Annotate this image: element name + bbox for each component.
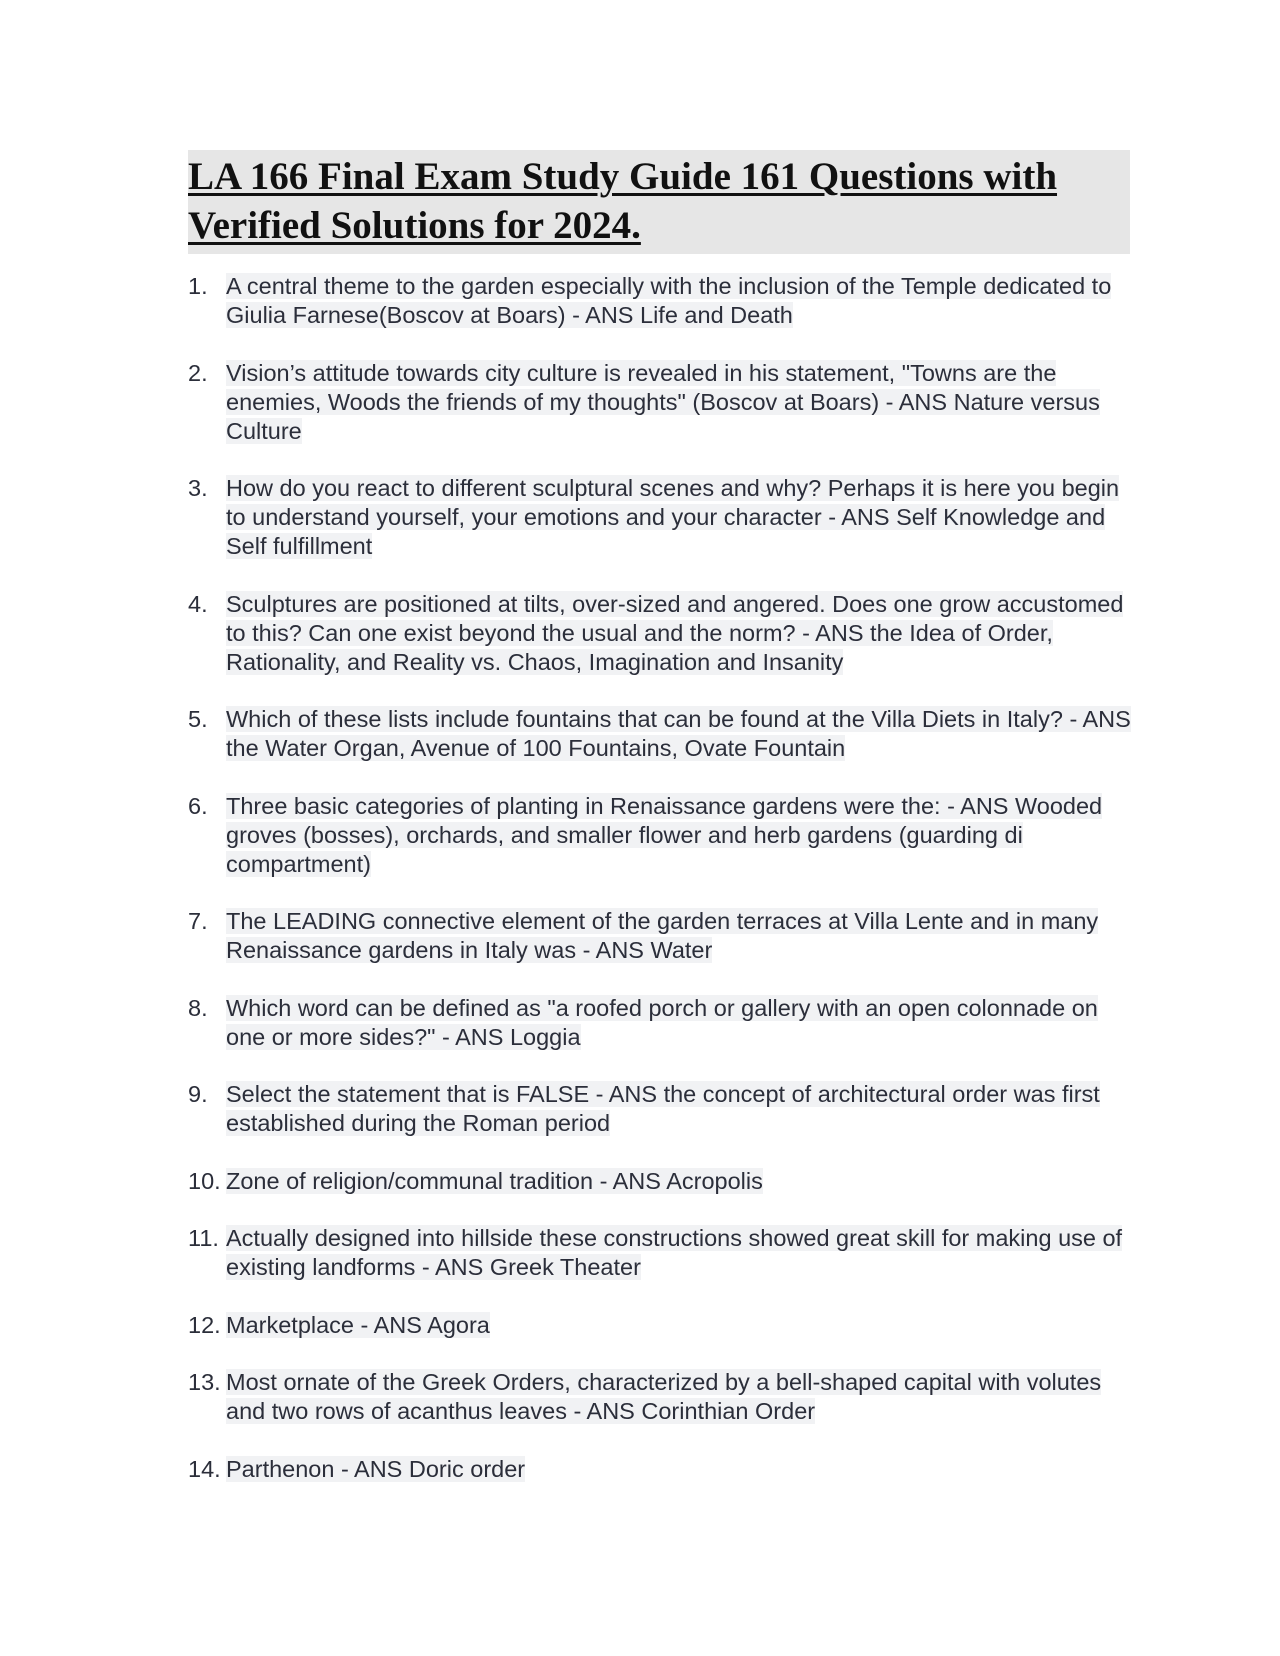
item-number: 9. (188, 1081, 208, 1107)
item-text: A central theme to the garden especially with the inclusion of the Temple dedicated to Giulia Farnese(Boscov at Boars) - ANS Life and Death (226, 273, 1112, 328)
item-text: How do you react to different sculptural scenes and why? Perhaps it is here you begin to understand yourself, your emotions and your character - ANS Self Knowledge and Self fulfillment (226, 475, 1120, 559)
item-number: 3. (188, 475, 208, 501)
item-number: 10. (188, 1167, 221, 1194)
item-text: Most ornate of the Greek Orders, characterized by a bell-shaped capital with volutes and two rows of acanthus leaves - ANS Corinthian Order (226, 1369, 1102, 1424)
list-item (188, 907, 1134, 965)
item-number: 2. (188, 359, 208, 386)
list-item (188, 1167, 1134, 1196)
item-text: Marketplace - ANS Agora (226, 1311, 490, 1338)
list-item (188, 1080, 1134, 1138)
item-number: 8. (188, 994, 208, 1021)
item-number: 13. (188, 1369, 221, 1395)
item-number: 7. (188, 908, 208, 934)
item-text: Parthenon - ANS Doric order (226, 1455, 526, 1482)
item-number: 4. (188, 590, 208, 617)
list-item (188, 1224, 1134, 1282)
item-text: The LEADING connective element of the garden terraces at Villa Lente and in many Renaissance gardens in Italy was - ANS Water (226, 908, 1099, 963)
list-item (188, 705, 1134, 763)
item-text: Sculptures are positioned at tilts, over-sized and angered. Does one grow accustomed to this? Can one exist beyond the usual and the norm? - ANS the Idea of Order, Rationality, and Reality vs. Chaos, Imagination and Insanity (226, 590, 1124, 675)
item-text: Vision’s attitude towards city culture is revealed in his statement, "Towns are the enemies, Woods the friends of my thoughts" (Boscov at Boars) - ANS Nature versus Culture (226, 359, 1100, 444)
item-text: Which word can be defined as "a roofed porch or gallery with an open colonnade on one or more sides?" - ANS Loggia (226, 994, 1098, 1050)
list-item (188, 590, 1134, 677)
item-text: Three basic categories of planting in Renaissance gardens were the: - ANS Wooded groves (bosses), orchards, and smaller flower and herb gardens (guarding di compartment) (226, 792, 1103, 877)
list-item (188, 474, 1134, 561)
list-item (188, 1311, 1134, 1340)
item-number: 14. (188, 1455, 221, 1482)
list-item (188, 1368, 1134, 1426)
item-number: 6. (188, 792, 208, 819)
question-list (188, 272, 1134, 1512)
list-item (188, 994, 1134, 1052)
list-item (188, 792, 1134, 879)
item-number: 11. (188, 1225, 219, 1251)
list-item (188, 1455, 1134, 1484)
title-block (188, 150, 1130, 254)
item-number: 12. (188, 1311, 221, 1338)
item-text: Actually designed into hillside these constructions showed great skill for making use of existing landforms - ANS Greek Theater (226, 1225, 1123, 1280)
item-number: 1. (188, 273, 208, 299)
list-item (188, 272, 1134, 330)
document-title: LA 166 Final Exam Study Guide 161 Questions with Verified Solutions for 2024. (188, 155, 1058, 247)
item-text: Zone of religion/communal tradition - ANS Acropolis (226, 1167, 763, 1194)
item-text: Select the statement that is FALSE - ANS the concept of architectural order was first established during the Roman period (226, 1081, 1100, 1136)
item-number: 5. (188, 706, 208, 732)
item-text: Which of these lists include fountains that can be found at the Villa Diets in Italy? - ANS the Water Organ, Avenue of 100 Fountains, Ovate Fountain (226, 706, 1131, 761)
list-item (188, 359, 1134, 446)
